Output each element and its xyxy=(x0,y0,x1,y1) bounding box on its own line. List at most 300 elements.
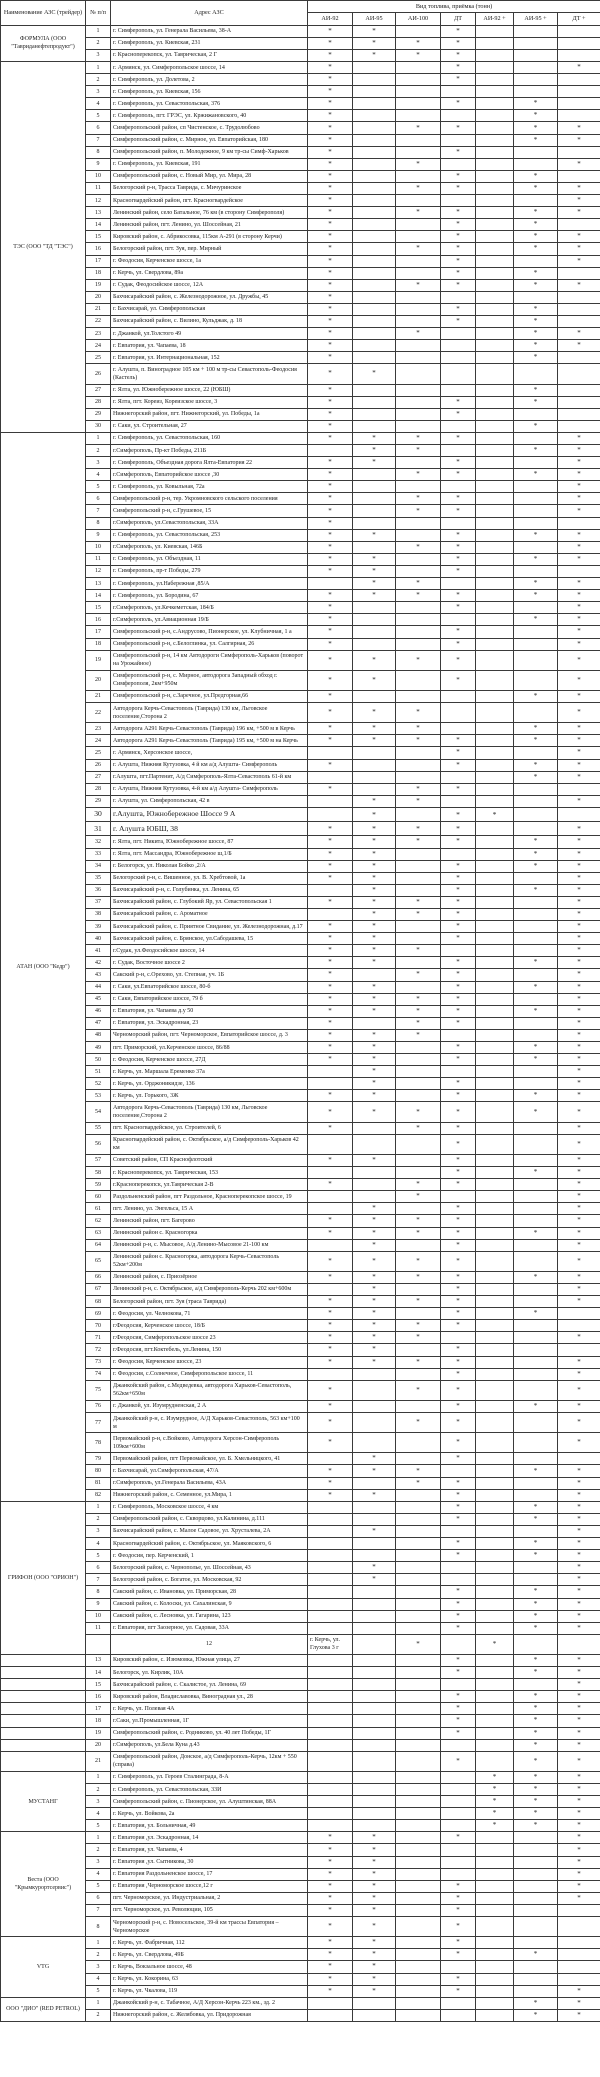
fuel-mark-cell xyxy=(396,1868,441,1880)
fuel-mark-cell xyxy=(558,420,600,432)
fuel-mark-cell: * xyxy=(308,408,353,420)
fuel-mark-cell xyxy=(514,1973,558,1985)
fuel-mark-cell: * xyxy=(441,255,476,267)
fuel-mark-cell: * xyxy=(353,590,396,602)
table-row xyxy=(1,1917,600,1937)
table-row xyxy=(1,1005,600,1017)
fuel-mark-cell: * xyxy=(308,1868,353,1880)
table-row xyxy=(1,747,600,759)
header-trader: Наименование АЗС (трейдер) xyxy=(1,1,86,26)
fuel-mark-cell xyxy=(396,481,441,493)
fuel-mark-cell: * xyxy=(441,1715,476,1727)
fuel-mark-cell: * xyxy=(396,279,441,291)
fuel-mark-cell: * xyxy=(514,1308,558,1320)
address-cell: Ленинский район с. Красногорка, автодорога Керчь-Севастополь 52км+200м xyxy=(111,1251,308,1271)
fuel-mark-cell xyxy=(476,1691,514,1703)
fuel-mark-cell xyxy=(353,771,396,783)
row-number-cell: 65 xyxy=(86,1251,111,1271)
fuel-mark-cell: * xyxy=(353,1227,396,1239)
fuel-mark-cell xyxy=(476,315,514,327)
fuel-mark-cell: * xyxy=(308,1215,353,1227)
fuel-mark-cell: * xyxy=(441,1586,476,1598)
fuel-mark-cell xyxy=(396,352,441,364)
fuel-mark-cell: * xyxy=(441,1727,476,1739)
fuel-mark-cell: * xyxy=(396,783,441,795)
fuel-mark-cell xyxy=(396,1832,441,1844)
fuel-mark-cell xyxy=(476,98,514,110)
fuel-mark-cell xyxy=(308,1727,353,1739)
fuel-mark-cell xyxy=(514,1985,558,1997)
fuel-mark-cell xyxy=(558,783,600,795)
fuel-mark-cell: * xyxy=(353,1562,396,1574)
address-cell: г. Евпатория ,ул. Сытникова, 30 xyxy=(111,1856,308,1868)
fuel-mark-cell: * xyxy=(308,1042,353,1054)
address-cell: г. Ялта, пгт. Никита, Южнобережное шоссе, 87 xyxy=(111,836,308,848)
table-row xyxy=(1,1784,600,1796)
fuel-mark-cell: * xyxy=(353,807,396,821)
table-row xyxy=(1,578,600,590)
fuel-mark-cell xyxy=(476,795,514,807)
row-number-cell: 20 xyxy=(86,670,111,690)
table-row xyxy=(1,445,600,457)
table-row xyxy=(1,848,600,860)
address-cell: Красногвардейский район, пгт. Красногвардейское xyxy=(111,195,308,207)
fuel-mark-cell xyxy=(396,1985,441,1997)
fuel-mark-cell xyxy=(476,1477,514,1489)
fuel-mark-cell xyxy=(353,690,396,702)
fuel-mark-cell xyxy=(476,529,514,541)
fuel-mark-cell xyxy=(476,1308,514,1320)
row-number-cell: 16 xyxy=(86,243,111,255)
table-row xyxy=(1,1634,600,1654)
fuel-mark-cell xyxy=(558,86,600,98)
fuel-mark-cell: * xyxy=(308,1251,353,1271)
fuel-mark-cell xyxy=(396,957,441,969)
table-row xyxy=(1,170,600,182)
fuel-mark-cell: * xyxy=(558,957,600,969)
fuel-mark-cell: * xyxy=(396,1102,441,1122)
fuel-mark-cell: * xyxy=(396,49,441,61)
address-cell: Симферопольский район, с. Пионерское, ул. Алуштинская, 88А xyxy=(111,1796,308,1808)
fuel-mark-cell: * xyxy=(558,122,600,134)
fuel-mark-cell: * xyxy=(558,1251,600,1271)
fuel-mark-cell: * xyxy=(441,1610,476,1622)
address-cell: г. Симферополь, ул. Севастопольская, 253 xyxy=(111,529,308,541)
trader-cell: ФОРМУЛА (ООО "Тавриданефтепродукт") xyxy=(1,25,86,61)
fuel-mark-cell: * xyxy=(396,1179,441,1191)
fuel-mark-cell xyxy=(396,1167,441,1179)
fuel-mark-cell: * xyxy=(353,896,396,908)
fuel-mark-cell: * xyxy=(441,553,476,565)
fuel-mark-cell xyxy=(558,110,600,122)
row-number-cell: 43 xyxy=(86,969,111,981)
fuel-mark-cell: * xyxy=(558,650,600,670)
fuel-mark-cell: * xyxy=(558,638,600,650)
header-address: Адрес АЗС xyxy=(111,1,308,26)
fuel-mark-cell xyxy=(476,408,514,420)
fuel-mark-cell: * xyxy=(441,1227,476,1239)
fuel-mark-cell xyxy=(353,408,396,420)
fuel-mark-cell: * xyxy=(514,267,558,279)
address-cell: Черноморский р-н, с. Новосельское, 39-й км трассы Евпатория – Черноморское xyxy=(111,1917,308,1937)
fuel-mark-cell: * xyxy=(558,195,600,207)
fuel-mark-cell xyxy=(441,703,476,723)
fuel-mark-cell xyxy=(514,1239,558,1251)
fuel-mark-cell xyxy=(514,1283,558,1295)
row-number-cell: 64 xyxy=(86,1239,111,1251)
fuel-mark-cell: * xyxy=(558,134,600,146)
table-row xyxy=(1,1985,600,1997)
fuel-mark-cell: * xyxy=(514,1667,558,1679)
fuel-mark-cell xyxy=(353,1550,396,1562)
fuel-mark-cell: * xyxy=(558,1796,600,1808)
table-header xyxy=(1,1,600,26)
address-cell: Симферопольский район, с. Мирное, ул. Евпаторийская, 180 xyxy=(111,134,308,146)
fuel-mark-cell xyxy=(353,267,396,279)
address-cell: г. Симферополь, пр-т Победы, 279 xyxy=(111,565,308,577)
fuel-mark-cell xyxy=(441,1029,476,1041)
table-row xyxy=(1,1122,600,1134)
fuel-mark-cell xyxy=(353,783,396,795)
fuel-mark-cell: * xyxy=(558,908,600,920)
fuel-mark-cell xyxy=(396,25,441,37)
fuel-mark-cell xyxy=(396,170,441,182)
row-number-cell: 45 xyxy=(86,993,111,1005)
fuel-mark-cell: * xyxy=(441,590,476,602)
fuel-mark-cell xyxy=(308,1808,353,1820)
address-cell: г. Судак, Феодосийское шоссе, 12А xyxy=(111,279,308,291)
fuel-mark-cell xyxy=(514,1017,558,1029)
fuel-mark-cell: * xyxy=(353,1215,396,1227)
fuel-mark-cell xyxy=(396,1562,441,1574)
fuel-mark-cell: * xyxy=(308,541,353,553)
fuel-mark-cell xyxy=(396,1796,441,1808)
fuel-mark-cell: * xyxy=(396,1332,441,1344)
fuel-mark-cell xyxy=(476,1586,514,1598)
fuel-mark-cell: * xyxy=(441,267,476,279)
fuel-mark-cell: * xyxy=(308,384,353,396)
address-cell: г. Евпатория, ул. Чапаева, 4 xyxy=(111,1844,308,1856)
fuel-mark-cell xyxy=(396,110,441,122)
row-number-cell: 8 xyxy=(86,1586,111,1598)
address-cell: Сакский район, с. Лесновка, ул. Гагарина, 123 xyxy=(111,1610,308,1622)
fuel-mark-cell: * xyxy=(441,1433,476,1453)
fuel-mark-cell xyxy=(476,908,514,920)
address-cell: г. Керчь, ул. Орджоникидзе, 136 xyxy=(111,1078,308,1090)
row-number-cell xyxy=(86,1634,111,1654)
fuel-mark-cell: * xyxy=(308,1832,353,1844)
fuel-mark-cell xyxy=(476,1949,514,1961)
address-cell: г.Феодосия, Керченское шоссе, 18/Б xyxy=(111,1320,308,1332)
address-cell: г. Керчь, ул. Свердлова, 89а xyxy=(111,267,308,279)
fuel-mark-cell xyxy=(476,921,514,933)
table-row xyxy=(1,303,600,315)
fuel-mark-cell xyxy=(396,517,441,529)
fuel-mark-cell: * xyxy=(514,303,558,315)
fuel-mark-cell xyxy=(353,420,396,432)
fuel-mark-cell xyxy=(476,759,514,771)
fuel-mark-cell xyxy=(558,1961,600,1973)
fuel-mark-cell: * xyxy=(353,1949,396,1961)
address-cell: г. Симферополь, ул. Севастопольская, 33И xyxy=(111,1784,308,1796)
fuel-mark-cell xyxy=(396,860,441,872)
table-row xyxy=(1,182,600,194)
fuel-mark-cell: * xyxy=(476,1820,514,1832)
fuel-mark-cell xyxy=(476,1622,514,1634)
fuel-mark-cell xyxy=(514,1154,558,1166)
address-cell: Бахчисарайский р-н, с. Голубинка, ул. Ленина, 65 xyxy=(111,884,308,896)
fuel-mark-cell: * xyxy=(558,493,600,505)
fuel-mark-cell: * xyxy=(558,1538,600,1550)
row-number-cell: 55 xyxy=(86,1122,111,1134)
fuel-mark-cell xyxy=(558,303,600,315)
address-cell: Симферопольский р-н, тер. Укромновского сельского поселения xyxy=(111,493,308,505)
fuel-mark-cell xyxy=(396,134,441,146)
address-cell: г. Керчь, ул. Полевая 4А xyxy=(111,1703,308,1715)
row-number-cell: 2 xyxy=(86,74,111,86)
fuel-mark-cell xyxy=(396,848,441,860)
fuel-mark-cell: * xyxy=(476,1796,514,1808)
fuel-mark-cell xyxy=(396,553,441,565)
fuel-mark-cell: * xyxy=(558,529,600,541)
fuel-mark-cell xyxy=(308,1538,353,1550)
trader-cell xyxy=(1,1715,86,1727)
fuel-mark-cell: * xyxy=(396,445,441,457)
fuel-mark-cell: * xyxy=(353,1489,396,1501)
fuel-mark-cell: * xyxy=(353,1832,396,1844)
fuel-mark-cell xyxy=(514,650,558,670)
fuel-mark-cell: * xyxy=(514,340,558,352)
fuel-mark-cell: * xyxy=(441,122,476,134)
fuel-mark-cell xyxy=(514,1937,558,1949)
row-number-cell: 2 xyxy=(86,1784,111,1796)
fuel-mark-cell xyxy=(476,614,514,626)
fuel-mark-cell xyxy=(476,1973,514,1985)
fuel-mark-cell: * xyxy=(441,469,476,481)
fuel-mark-cell xyxy=(308,908,353,920)
fuel-mark-cell xyxy=(476,481,514,493)
address-cell: пгт. Красногвардейское, ул. Строителей, 6 xyxy=(111,1122,308,1134)
fuel-mark-cell xyxy=(476,1054,514,1066)
address-cell: пгт. Черноморское, ул. Революции, 105 xyxy=(111,1904,308,1916)
row-number-cell: 15 xyxy=(86,602,111,614)
fuel-mark-cell xyxy=(514,255,558,267)
row-number-cell: 26 xyxy=(86,759,111,771)
address-cell: г. Феодосия, ул. Челнокова, 71 xyxy=(111,1308,308,1320)
fuel-mark-cell: * xyxy=(441,1917,476,1937)
fuel-mark-cell: * xyxy=(514,396,558,408)
address-cell: Бахчисарайский район, с. Брянское, ул.Сабодашева, 15 xyxy=(111,933,308,945)
fuel-mark-cell xyxy=(476,670,514,690)
address-cell: г. Евпатория, ул. Больничная, 49 xyxy=(111,1820,308,1832)
address-cell: г. Красноперекопск, ул. Таврическая, 153 xyxy=(111,1167,308,1179)
fuel-mark-cell xyxy=(476,352,514,364)
address-cell: г. Симферополь, Московское шоссе, 4 км xyxy=(111,1501,308,1513)
row-number-cell: 14 xyxy=(86,590,111,602)
fuel-mark-cell xyxy=(441,1066,476,1078)
row-number-cell: 74 xyxy=(86,1368,111,1380)
fuel-mark-cell: * xyxy=(308,957,353,969)
fuel-mark-cell: * xyxy=(476,1634,514,1654)
fuel-mark-cell: * xyxy=(558,1598,600,1610)
fuel-mark-cell: * xyxy=(308,896,353,908)
table-row xyxy=(1,1937,600,1949)
fuel-mark-cell xyxy=(476,1215,514,1227)
fuel-mark-cell xyxy=(476,396,514,408)
table-row xyxy=(1,1090,600,1102)
fuel-mark-cell xyxy=(353,626,396,638)
address-cell: г.Саки, ул.Промышленная, 1Г xyxy=(111,1715,308,1727)
fuel-mark-cell xyxy=(514,408,558,420)
address-cell: Ленинский район, село Батальное, 76 км (в сторону Симферополя) xyxy=(111,207,308,219)
row-number-cell: 78 xyxy=(86,1433,111,1453)
fuel-mark-cell: * xyxy=(353,1054,396,1066)
fuel-mark-cell xyxy=(476,1703,514,1715)
fuel-mark-cell xyxy=(353,255,396,267)
fuel-mark-cell xyxy=(476,626,514,638)
fuel-mark-cell xyxy=(514,541,558,553)
fuel-mark-cell xyxy=(514,783,558,795)
fuel-mark-cell: * xyxy=(353,364,396,384)
fuel-mark-cell: * xyxy=(558,1239,600,1251)
table-row xyxy=(1,1167,600,1179)
trader-cell: АТАН (ООО "Кедр") xyxy=(1,432,86,1501)
table-row xyxy=(1,1771,600,1783)
fuel-mark-cell xyxy=(514,457,558,469)
fuel-mark-cell xyxy=(476,1283,514,1295)
row-number-cell: 28 xyxy=(86,396,111,408)
fuel-mark-cell: * xyxy=(353,1296,396,1308)
fuel-mark-cell: * xyxy=(308,1017,353,1029)
trader-cell: ООО "ДИО" (RED PETROL) xyxy=(1,1997,86,2021)
fuel-mark-cell: * xyxy=(558,1296,600,1308)
fuel-mark-cell: * xyxy=(476,807,514,821)
row-number-cell: 4 xyxy=(86,1973,111,1985)
fuel-mark-cell: * xyxy=(353,1320,396,1332)
fuel-mark-cell: * xyxy=(441,1413,476,1433)
fuel-mark-cell: * xyxy=(558,328,600,340)
shifted-address-cell: г. Керчь, ул. Глухова 3 г xyxy=(308,1634,353,1654)
fuel-mark-cell: * xyxy=(558,1691,600,1703)
fuel-mark-cell xyxy=(441,291,476,303)
address-cell: Ленинский р-н, с. Октябрьское, а/д Симферополь-Керчь 202 км+600м xyxy=(111,1283,308,1295)
fuel-mark-cell: * xyxy=(396,1320,441,1332)
fuel-mark-cell: * xyxy=(441,1054,476,1066)
table-row xyxy=(1,872,600,884)
fuel-mark-cell: * xyxy=(353,836,396,848)
table-row xyxy=(1,1320,600,1332)
fuel-mark-cell: * xyxy=(441,396,476,408)
table-row xyxy=(1,771,600,783)
address-cell: г. Евпатория, ул. Чапаева, 18 xyxy=(111,340,308,352)
fuel-mark-cell xyxy=(558,364,600,384)
fuel-mark-cell: * xyxy=(558,1029,600,1041)
fuel-mark-cell: * xyxy=(514,1271,558,1283)
fuel-mark-cell: * xyxy=(396,896,441,908)
row-number-cell: 25 xyxy=(86,747,111,759)
fuel-mark-cell: * xyxy=(558,158,600,170)
fuel-mark-cell xyxy=(353,1667,396,1679)
fuel-mark-cell: * xyxy=(353,1985,396,1997)
fuel-mark-cell: * xyxy=(514,1102,558,1122)
table-row xyxy=(1,1154,600,1166)
table-row xyxy=(1,146,600,158)
fuel-mark-cell: * xyxy=(353,49,396,61)
fuel-mark-cell xyxy=(308,1691,353,1703)
fuel-mark-cell xyxy=(396,267,441,279)
row-number-cell: 57 xyxy=(86,1154,111,1166)
fuel-mark-cell: * xyxy=(441,279,476,291)
fuel-mark-cell: * xyxy=(308,182,353,194)
fuel-mark-cell: * xyxy=(353,723,396,735)
fuel-mark-cell xyxy=(353,396,396,408)
fuel-mark-cell: * xyxy=(308,1090,353,1102)
fuel-mark-cell: * xyxy=(514,1949,558,1961)
fuel-mark-cell: * xyxy=(308,340,353,352)
address-cell: г. Алушта ЮБШ, 38 xyxy=(111,822,308,836)
table-row xyxy=(1,602,600,614)
address-cell: г. Алушта, Нижняя Кутузовка, 4-й км а/д Алушта- Симферополь xyxy=(111,783,308,795)
fuel-mark-cell xyxy=(558,807,600,821)
table-row xyxy=(1,759,600,771)
table-row xyxy=(1,723,600,735)
fuel-mark-cell xyxy=(476,969,514,981)
fuel-mark-cell xyxy=(514,1477,558,1489)
table-row xyxy=(1,1727,600,1739)
row-number-cell: 9 xyxy=(86,529,111,541)
fuel-mark-cell: * xyxy=(514,1042,558,1054)
fuel-mark-cell: * xyxy=(441,1320,476,1332)
fuel-mark-cell: * xyxy=(558,1356,600,1368)
fuel-mark-cell: * xyxy=(514,1586,558,1598)
row-number-cell: 4 xyxy=(86,469,111,481)
fuel-mark-cell xyxy=(308,445,353,457)
fuel-mark-cell xyxy=(396,1904,441,1916)
fuel-mark-cell: * xyxy=(396,1296,441,1308)
fuel-mark-cell xyxy=(308,1513,353,1525)
fuel-mark-cell xyxy=(476,219,514,231)
fuel-mark-cell: * xyxy=(558,1489,600,1501)
fuel-mark-cell xyxy=(476,62,514,74)
fuel-mark-cell xyxy=(558,1634,600,1654)
table-row xyxy=(1,638,600,650)
table-row xyxy=(1,1368,600,1380)
fuel-mark-cell: * xyxy=(308,1308,353,1320)
fuel-mark-cell: * xyxy=(558,590,600,602)
fuel-mark-cell: * xyxy=(558,505,600,517)
fuel-mark-cell xyxy=(476,432,514,444)
fuel-mark-cell: * xyxy=(353,553,396,565)
fuel-mark-cell xyxy=(476,517,514,529)
fuel-mark-cell: * xyxy=(558,255,600,267)
fuel-mark-cell xyxy=(353,1191,396,1203)
address-cell: г. Евпатория, ул. Интернациональная, 152 xyxy=(111,352,308,364)
trader-cell: МУСТАНГ xyxy=(1,1771,86,1831)
fuel-mark-cell xyxy=(514,1179,558,1191)
fuel-mark-cell xyxy=(514,146,558,158)
fuel-mark-cell: * xyxy=(558,848,600,860)
fuel-mark-cell: * xyxy=(308,1296,353,1308)
address-cell: Сакский район, с. Колоски, ул. Сахалинская, 9 xyxy=(111,1598,308,1610)
fuel-mark-cell xyxy=(441,86,476,98)
fuel-mark-cell: * xyxy=(308,993,353,1005)
fuel-mark-cell xyxy=(558,146,600,158)
fuel-mark-cell: * xyxy=(396,1122,441,1134)
fuel-mark-cell xyxy=(514,49,558,61)
row-number-cell: 40 xyxy=(86,933,111,945)
fuel-mark-cell xyxy=(396,921,441,933)
fuel-mark-cell xyxy=(308,1586,353,1598)
